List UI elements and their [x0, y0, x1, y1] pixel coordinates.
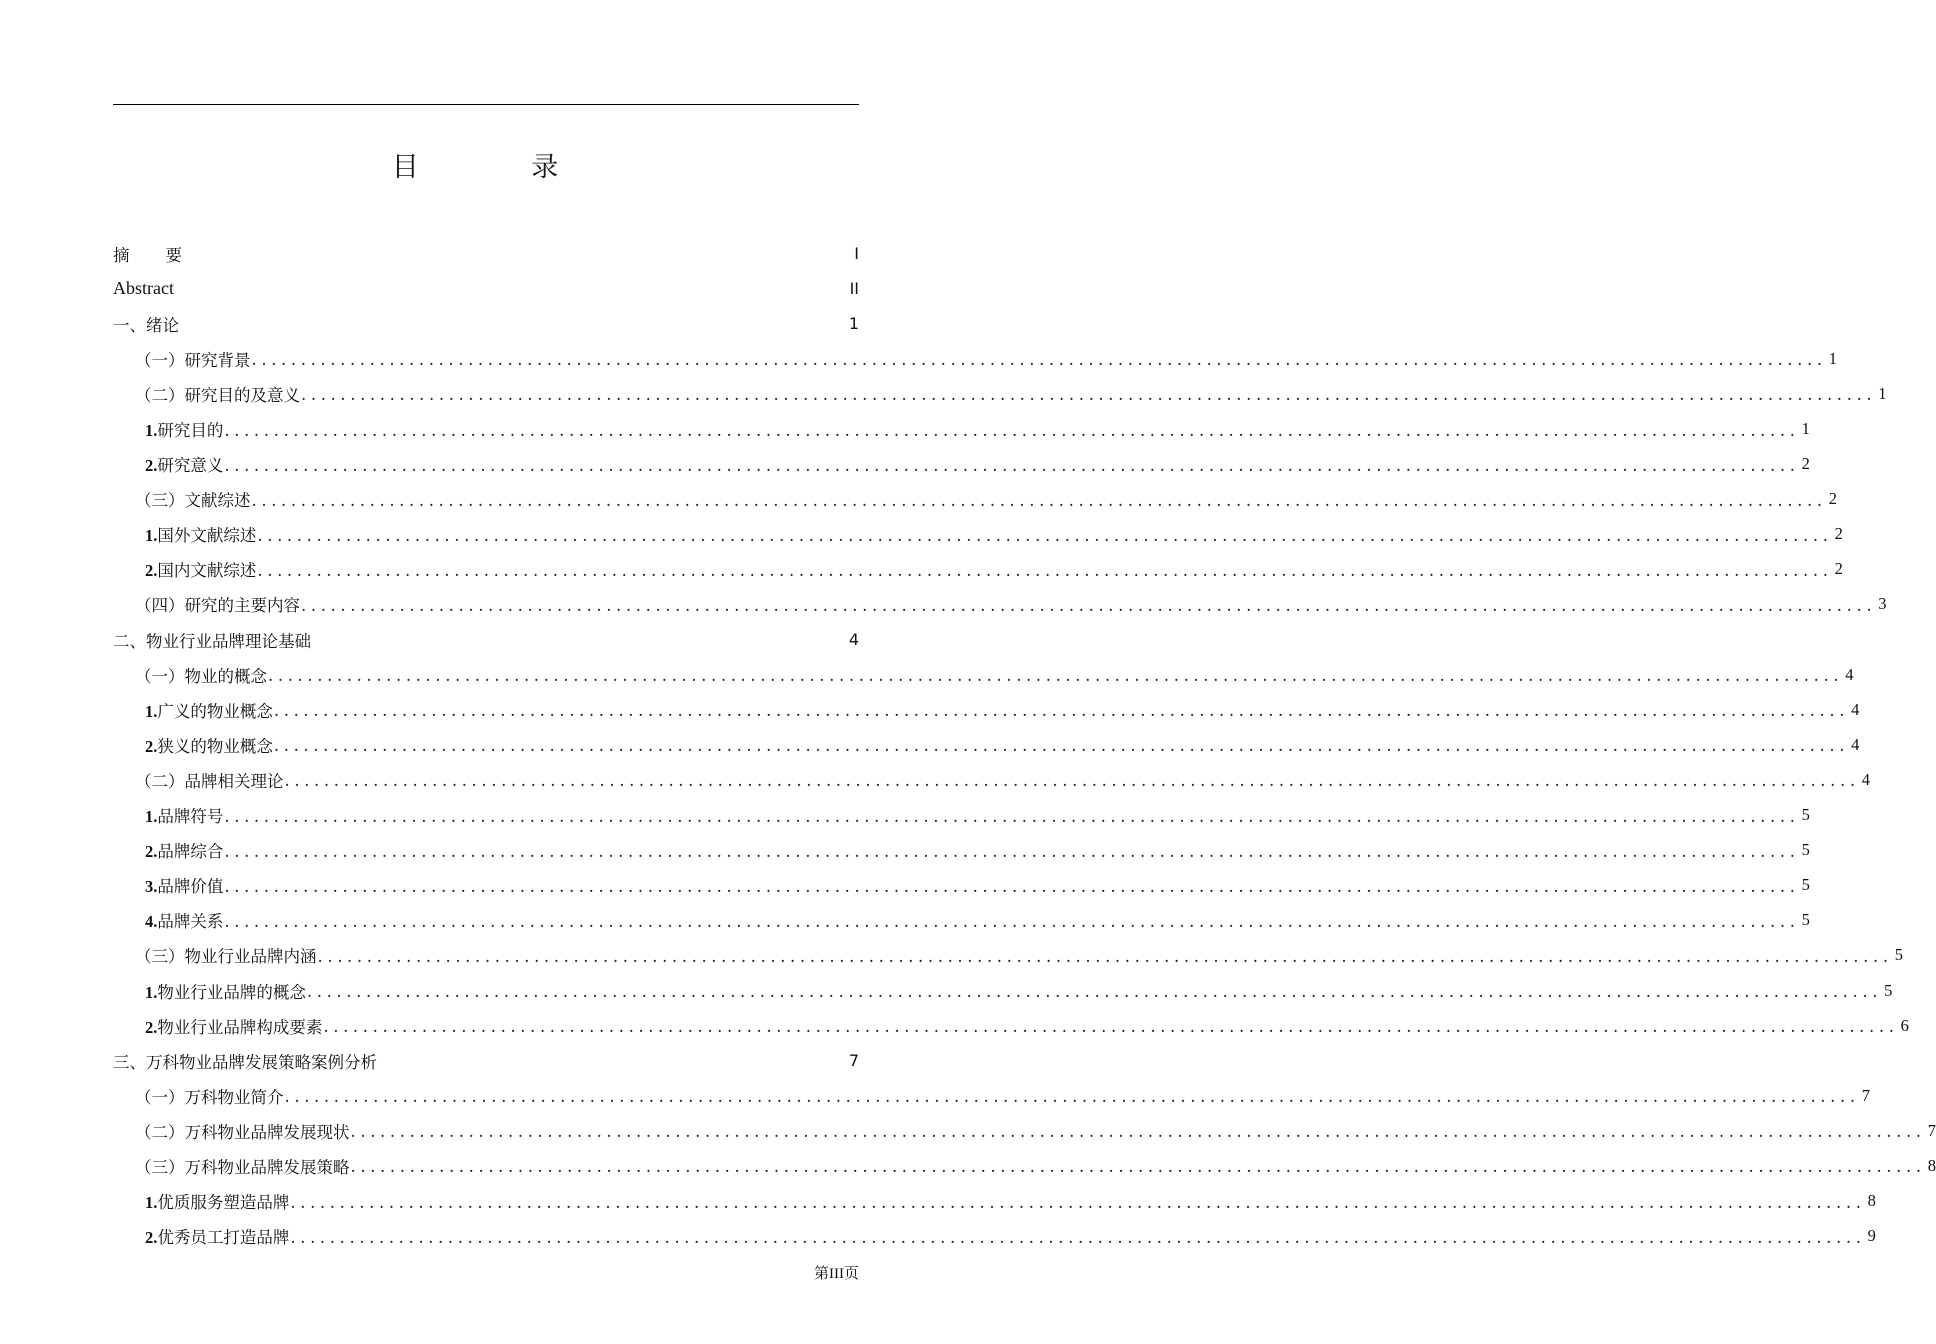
toc-entry-label [135, 1119, 350, 1143]
toc-entry-text: （三）文献综述 [135, 491, 251, 511]
toc-entry-label [145, 1014, 322, 1038]
page-number-prefix: 第 [813, 1264, 829, 1282]
toc-entry-page: 9 [1867, 1226, 1876, 1246]
toc-entry-number: 2. [145, 842, 158, 862]
toc-entry-number: 1. [145, 982, 158, 1002]
toc-entry-number: 2. [145, 736, 158, 756]
toc-entry-page: 8 [1867, 1191, 1876, 1211]
toc-entry[interactable] [113, 622, 859, 657]
toc-dot-leader: ................................................................................................................................................................ [290, 1227, 1866, 1247]
toc-dot-leader: ................................................................................................................................................................ [251, 490, 1827, 510]
page-number [814, 1262, 859, 1283]
toc-entry-page: 2 [1834, 559, 1843, 579]
toc-entry-text: （二）品牌相关理论 [135, 771, 284, 791]
toc-entry-text: 研究意义 [157, 456, 224, 476]
toc-entry-label [145, 873, 223, 897]
toc-entry-label [145, 1224, 289, 1248]
toc-entry-page: 2 [1828, 489, 1837, 509]
toc-dot-leader: ................................................................................................................................................................ [301, 385, 1877, 405]
toc-entry-label [135, 382, 300, 406]
toc-entry-text: （二）研究目的及意义 [135, 385, 300, 405]
toc-entry[interactable] [113, 1148, 1936, 1183]
toc-entry-page: 5 [1894, 945, 1903, 965]
toc-entry-page: II [849, 279, 859, 299]
toc-entry-text: Abstract [113, 278, 174, 299]
toc-entry-text: 一、绪论 [113, 315, 179, 335]
toc-entry[interactable] [113, 236, 859, 271]
toc-entry-number: 1. [145, 1193, 158, 1213]
toc-entry-page: 7 [1927, 1120, 1936, 1140]
toc-entry-text: 品牌综合 [157, 842, 224, 862]
toc-entry-label [145, 698, 273, 722]
toc-entry[interactable] [113, 376, 1887, 411]
toc-dot-leader: ................................................................................................................................................................ [301, 595, 1877, 615]
toc-entry-number: 1. [145, 701, 158, 721]
page-number-suffix: 页 [843, 1264, 859, 1282]
toc-dot-leader: ................................................................................................................................................................ [306, 982, 1883, 1002]
toc-entry-text: 狭义的物业概念 [157, 736, 273, 756]
toc-entry[interactable] [113, 271, 859, 306]
toc-entry[interactable] [113, 1184, 1876, 1219]
toc-entry-number: 1. [145, 421, 158, 441]
toc-entry[interactable] [113, 903, 1810, 938]
toc-entry-number: 2. [145, 561, 158, 581]
toc-entry-label [145, 733, 273, 757]
toc-dot-leader: ................................................................................................................................................................ [224, 455, 1800, 475]
toc-entry[interactable] [113, 657, 1854, 692]
toc-entry-page: 5 [1884, 980, 1893, 1000]
toc-dot-leader: ................................................................................................................................................................ [284, 1087, 1860, 1107]
toc-entry-text: （三）物业行业品牌内涵 [135, 947, 317, 967]
toc-dot-leader: ................................................................................................................................................................ [257, 560, 1833, 580]
toc-entry-label [135, 1154, 350, 1178]
toc-entry-text: 优秀员工打造品牌 [157, 1228, 290, 1248]
toc-entry-number: 1. [145, 526, 158, 546]
toc-entry-label [145, 908, 223, 932]
toc-entry-page: 1 [1828, 348, 1837, 368]
page-number-roman: III [828, 1266, 844, 1282]
toc-entry-page: 4 [1845, 664, 1854, 684]
toc-entry-page: 4 [1861, 769, 1870, 789]
toc-entry-text: 物业行业品牌构成要素 [157, 1017, 323, 1037]
toc-entry-label [145, 417, 223, 441]
toc-entry-page: 5 [1801, 875, 1810, 895]
toc-entry-page: 3 [1878, 594, 1887, 614]
toc-dot-leader: ................................................................................................................................................................ [273, 701, 1850, 721]
toc-entry-text: （一）物业的概念 [135, 666, 267, 686]
toc-entry-text: 摘要 [113, 245, 218, 265]
table-of-contents [113, 236, 1936, 1254]
toc-entry-page: 4 [1851, 699, 1860, 719]
toc-entry-number: 1. [145, 807, 158, 827]
toc-entry-text: 品牌符号 [157, 807, 224, 827]
toc-entry-page: I [854, 244, 859, 264]
toc-entry-page: 2 [1834, 524, 1843, 544]
toc-entry-number: 3. [145, 877, 158, 897]
toc-entry[interactable] [113, 938, 1903, 973]
toc-entry-number: 2. [145, 456, 158, 476]
toc-dot-leader: ................................................................................................................................................................ [257, 525, 1833, 545]
toc-entry-text: 二、物业行业品牌理论基础 [113, 631, 311, 651]
toc-entry[interactable] [113, 411, 1810, 446]
toc-entry-text: 三、万科物业品牌发展策略案例分析 [113, 1052, 377, 1072]
toc-entry[interactable] [113, 552, 1843, 587]
toc-entry-number: 2. [145, 1017, 158, 1037]
toc-entry-page: 2 [1801, 454, 1810, 474]
toc-entry-page: 7 [848, 1051, 859, 1071]
toc-entry-label [113, 312, 179, 336]
toc-entry-text: 优质服务塑造品牌 [157, 1193, 290, 1213]
toc-entry-label [145, 1189, 289, 1213]
toc-entry[interactable] [113, 798, 1810, 833]
toc-dot-leader: ................................................................................................................................................................ [224, 876, 1800, 896]
header-rule [113, 104, 859, 105]
toc-entry[interactable] [113, 306, 859, 341]
toc-entry[interactable] [113, 1008, 1909, 1043]
toc-entry[interactable] [113, 692, 1860, 727]
toc-entry-label [145, 522, 256, 546]
toc-entry-label [135, 592, 300, 616]
toc-entry-text: （二）万科物业品牌发展现状 [135, 1122, 350, 1142]
toc-entry-text: 物业行业品牌的概念 [157, 982, 306, 1002]
toc-entry-label [135, 487, 251, 511]
toc-entry-label [113, 278, 174, 299]
toc-entry-label [135, 943, 317, 967]
toc-entry-text: （一）研究背景 [135, 350, 251, 370]
toc-entry[interactable] [113, 1043, 859, 1078]
toc-entry-text: 国外文献综述 [157, 526, 257, 546]
toc-entry-text: 国内文献综述 [157, 561, 257, 581]
toc-entry-label [145, 979, 306, 1003]
toc-entry-text: 品牌价值 [157, 877, 224, 897]
toc-dot-leader: ................................................................................................................................................................ [317, 946, 1893, 966]
toc-entry-label [135, 663, 267, 687]
toc-entry-label [145, 557, 256, 581]
toc-entry[interactable] [113, 727, 1860, 762]
toc-entry-page: 5 [1801, 840, 1810, 860]
toc-dot-leader: ................................................................................................................................................................ [224, 911, 1800, 931]
toc-entry-label [135, 347, 251, 371]
toc-entry-page: 1 [1801, 419, 1810, 439]
toc-entry-text: 研究目的 [157, 421, 224, 441]
toc-entry-number: 2. [145, 1228, 158, 1248]
toc-entry-label [145, 838, 223, 862]
toc-entry-page: 5 [1801, 910, 1810, 930]
toc-entry[interactable] [113, 447, 1810, 482]
toc-entry-label [135, 768, 284, 792]
page-title: 目 录 [391, 152, 611, 183]
toc-entry-page: 5 [1801, 805, 1810, 825]
toc-entry-text: 品牌关系 [157, 912, 224, 932]
toc-entry[interactable] [113, 341, 1837, 376]
toc-entry[interactable] [113, 1219, 1876, 1254]
toc-dot-leader: ................................................................................................................................................................ [251, 350, 1827, 370]
toc-dot-leader: ................................................................................................................................................................ [290, 1192, 1866, 1212]
toc-entry-page: 4 [1851, 734, 1860, 754]
toc-dot-leader: ................................................................................................................................................................ [273, 736, 1850, 756]
toc-entry-text: （四）研究的主要内容 [135, 596, 300, 616]
toc-entry-label [145, 803, 223, 827]
toc-entry[interactable] [113, 868, 1810, 903]
toc-entry[interactable] [113, 762, 1870, 797]
toc-entry-text: （三）万科物业品牌发展策略 [135, 1157, 350, 1177]
toc-entry-text: （一）万科物业简介 [135, 1087, 284, 1107]
toc-entry[interactable] [113, 517, 1843, 552]
toc-entry[interactable] [113, 1113, 1936, 1148]
toc-entry-text: 广义的物业概念 [157, 701, 273, 721]
toc-dot-leader: ................................................................................................................................................................ [350, 1122, 1926, 1142]
toc-entry-label [113, 1049, 377, 1073]
toc-dot-leader: ................................................................................................................................................................ [224, 841, 1800, 861]
toc-entry-label [113, 242, 218, 266]
toc-dot-leader: ................................................................................................................................................................ [224, 420, 1800, 440]
toc-dot-leader: ................................................................................................................................................................ [284, 771, 1860, 791]
toc-entry[interactable] [113, 973, 1893, 1008]
toc-entry-page: 7 [1861, 1085, 1870, 1105]
toc-dot-leader: ................................................................................................................................................................ [323, 1017, 1899, 1037]
toc-dot-leader: ................................................................................................................................................................ [268, 666, 1844, 686]
toc-entry-page: 4 [848, 630, 859, 650]
toc-entry-page: 8 [1927, 1155, 1936, 1175]
toc-entry-page: 6 [1900, 1015, 1909, 1035]
toc-entry[interactable] [113, 587, 1887, 622]
toc-entry-page: 1 [1878, 383, 1887, 403]
toc-entry[interactable] [113, 1078, 1870, 1113]
toc-entry-label [135, 1084, 284, 1108]
toc-dot-leader: ................................................................................................................................................................ [224, 806, 1800, 826]
toc-entry[interactable] [113, 833, 1810, 868]
toc-entry-number: 4. [145, 912, 158, 932]
toc-entry-label [113, 628, 311, 652]
toc-entry[interactable] [113, 482, 1837, 517]
toc-entry-page: 1 [848, 314, 859, 334]
toc-dot-leader: ................................................................................................................................................................ [350, 1157, 1926, 1177]
toc-entry-label [145, 452, 223, 476]
